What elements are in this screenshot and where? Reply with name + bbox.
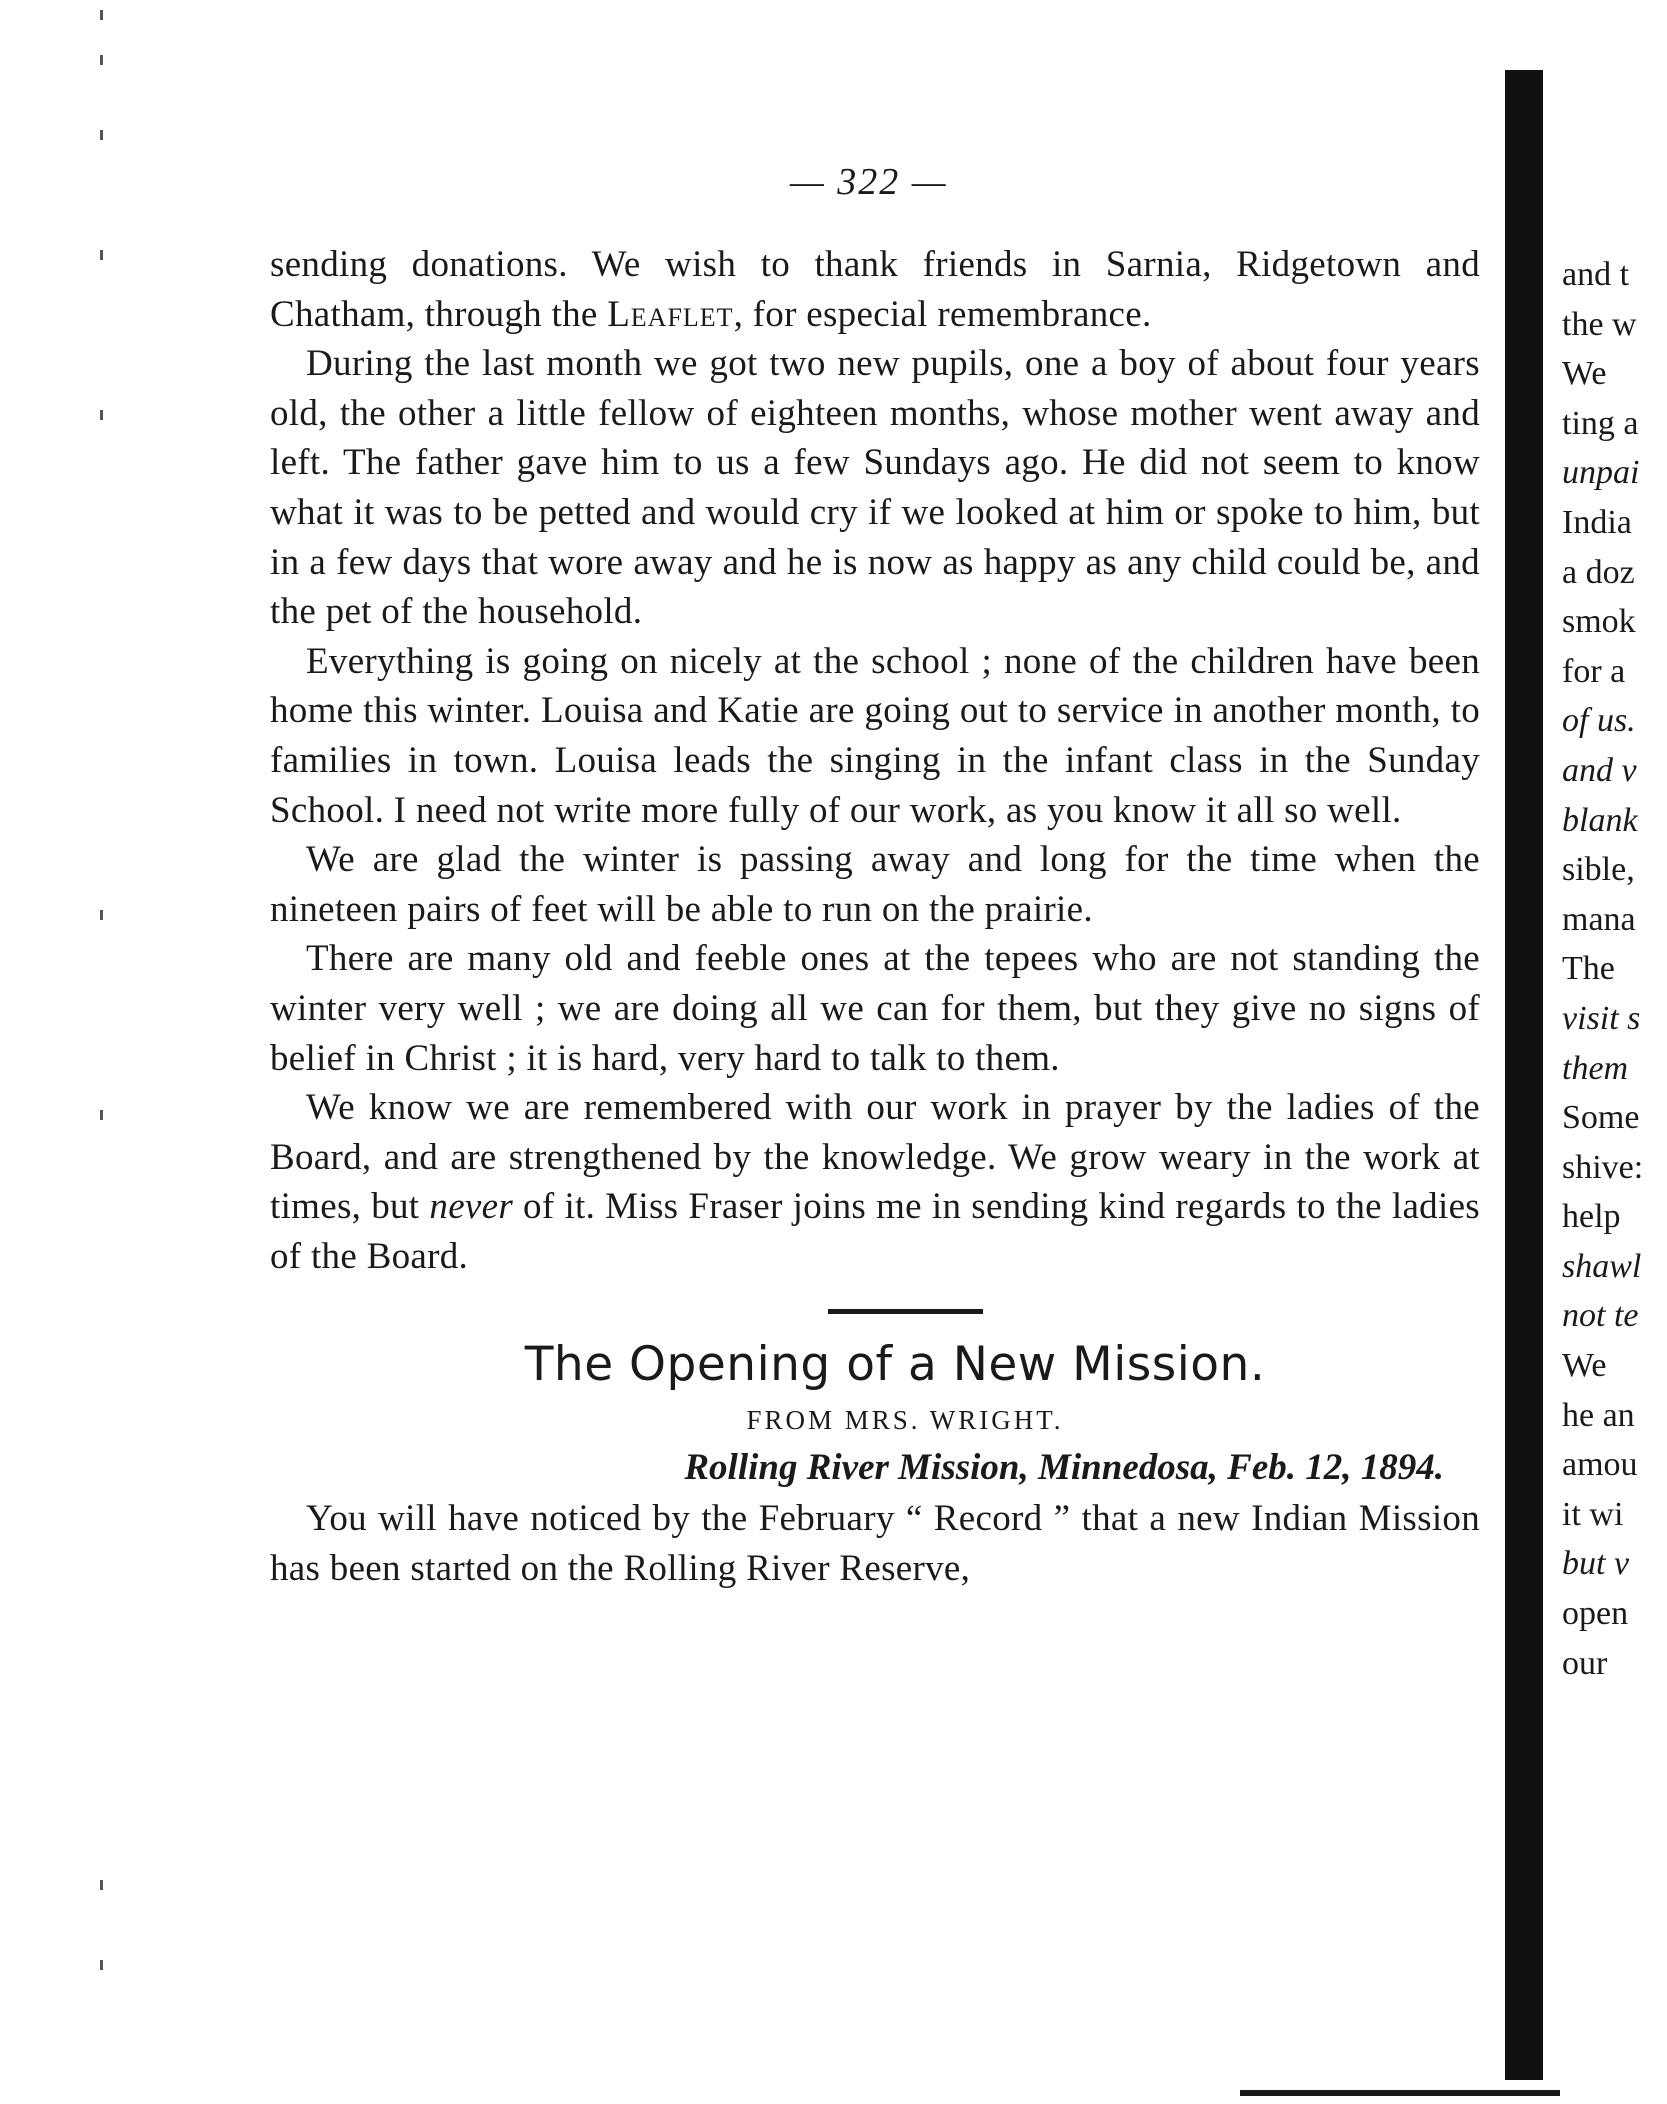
text-run: You will have noticed by the February “ Record ” that a new Indian Mission has been started on the Rolling River Reserve, [270,1498,1480,1590]
adjacent-page-fragment: visit s [1562,999,1641,1037]
margin-speck [100,1880,103,1890]
adjacent-page-fragment: smok [1562,603,1636,641]
paragraph-p4 [270,835,1480,934]
adjacent-page-fragment: a doz [1562,553,1635,591]
text-run: , for especial remembrance. [733,293,1152,335]
text-run: There are many old and feeble ones at the tepees who are not standing the winter very well ; we are doing all we can for them, but they give no signs of belief in Christ ; it is hard, very hard to talk to them. [270,938,1480,1079]
left-margin-specks [100,0,106,2104]
bottom-edge-rule [1240,2090,1560,2096]
margin-speck [100,250,103,260]
adjacent-page-fragment: We [1562,1347,1607,1385]
adjacent-page-fragment: not te [1562,1297,1639,1335]
adjacent-page-fragment: mana [1562,900,1636,938]
adjacent-page-fragment: them [1562,1049,1629,1087]
adjacent-page-fragment: of us. [1562,702,1636,740]
adjacent-page-fragment: for a [1562,652,1626,690]
text-run: of it. Miss Fraser joins me in sending kind regards to the ladies of the Board. [270,1186,1480,1277]
adjacent-page-fragment: sible, [1562,851,1635,889]
adjacent-page-fragment: blank [1562,801,1638,839]
margin-speck [100,130,103,140]
adjacent-page-fragment: and v [1562,751,1637,789]
main-text-column [270,240,1480,1594]
adjacent-page-fragment: but v [1562,1545,1630,1583]
adjacent-page-fragment: help [1562,1198,1621,1236]
section-dateline: Rolling River Mission, Minnedosa, Feb. 12, 1894. [684,1447,1444,1489]
paragraph-p3 [270,637,1480,835]
margin-speck [100,1960,103,1970]
paragraph-s1 [270,1494,1480,1593]
adjacent-page-fragment: our [1562,1644,1608,1682]
margin-speck [100,1110,103,1120]
adjacent-page-fragment: We [1562,355,1607,393]
adjacent-page-fragment: shive: [1562,1148,1644,1186]
margin-speck [100,910,103,920]
section-byline: FROM MRS. WRIGHT. [746,1405,1064,1436]
page-number: — 322 — [790,161,948,203]
section-title: The Opening of a New Mission. [524,1337,1266,1393]
paragraph-p2 [270,339,1480,637]
margin-speck [100,10,103,20]
adjacent-page-fragment: The [1562,950,1615,988]
text-run: never [429,1186,514,1228]
adjacent-page-fragment: open [1562,1595,1629,1633]
adjacent-page-fragment: it wi [1562,1495,1624,1533]
letter-body [270,240,1480,1281]
text-run: Everything is going on nicely at the school ; none of the children have been home this winter. Louisa and Katie are going out to service in another month, to families in town. Louisa leads the singing in the infant class in the Sunday School. I need not write more fully of our work, as you know it all so well. [270,640,1480,831]
adjacent-page-fragment: amou [1562,1446,1638,1484]
adjacent-page-fragment: the w [1562,305,1637,343]
paragraph-p6 [270,1083,1480,1281]
adjacent-page-fragment: and t [1562,256,1630,293]
margin-speck [100,55,103,65]
adjacent-page-column [1520,250,1660,1688]
adjacent-page-fragment: unpai [1562,454,1640,492]
section-divider [828,1309,983,1314]
text-run: Leaflet [607,293,734,335]
adjacent-page-fragment: India [1562,503,1632,541]
paragraph-p5 [270,934,1480,1083]
adjacent-page-fragment: he an [1562,1396,1635,1434]
adjacent-page-fragment: shawl [1562,1247,1642,1285]
adjacent-page-fragment: Some [1562,1099,1640,1137]
text-run: We know we are remembered with our work in prayer by the ladies of the Board, and are strengthened by the knowledge. We grow weary in the work at times, but [270,1087,1480,1228]
text-run: sending donations. We wish to thank friends in Sarnia, Ridgetown and Chatham, through the [270,244,1480,335]
text-run: We are glad the winter is passing away and long for the time when the nineteen pairs of feet will be able to run on the prairie. [270,839,1480,930]
adjacent-page-fragment: ting a [1562,404,1639,442]
text-run: During the last month we got two new pupils, one a boy of about four years old, the other a little fellow of eighteen months, whose mother went away and left. The father gave him to us a few Sundays ago. He did not seem to know what it was to be petted and would cry if we looked at him or spoke to him, but in a few days that wore away and he is now as happy as any child could be, and the pet of the household. [270,343,1480,633]
section-body [270,1494,1480,1593]
margin-speck [100,410,103,420]
paragraph-p1 [270,240,1480,339]
